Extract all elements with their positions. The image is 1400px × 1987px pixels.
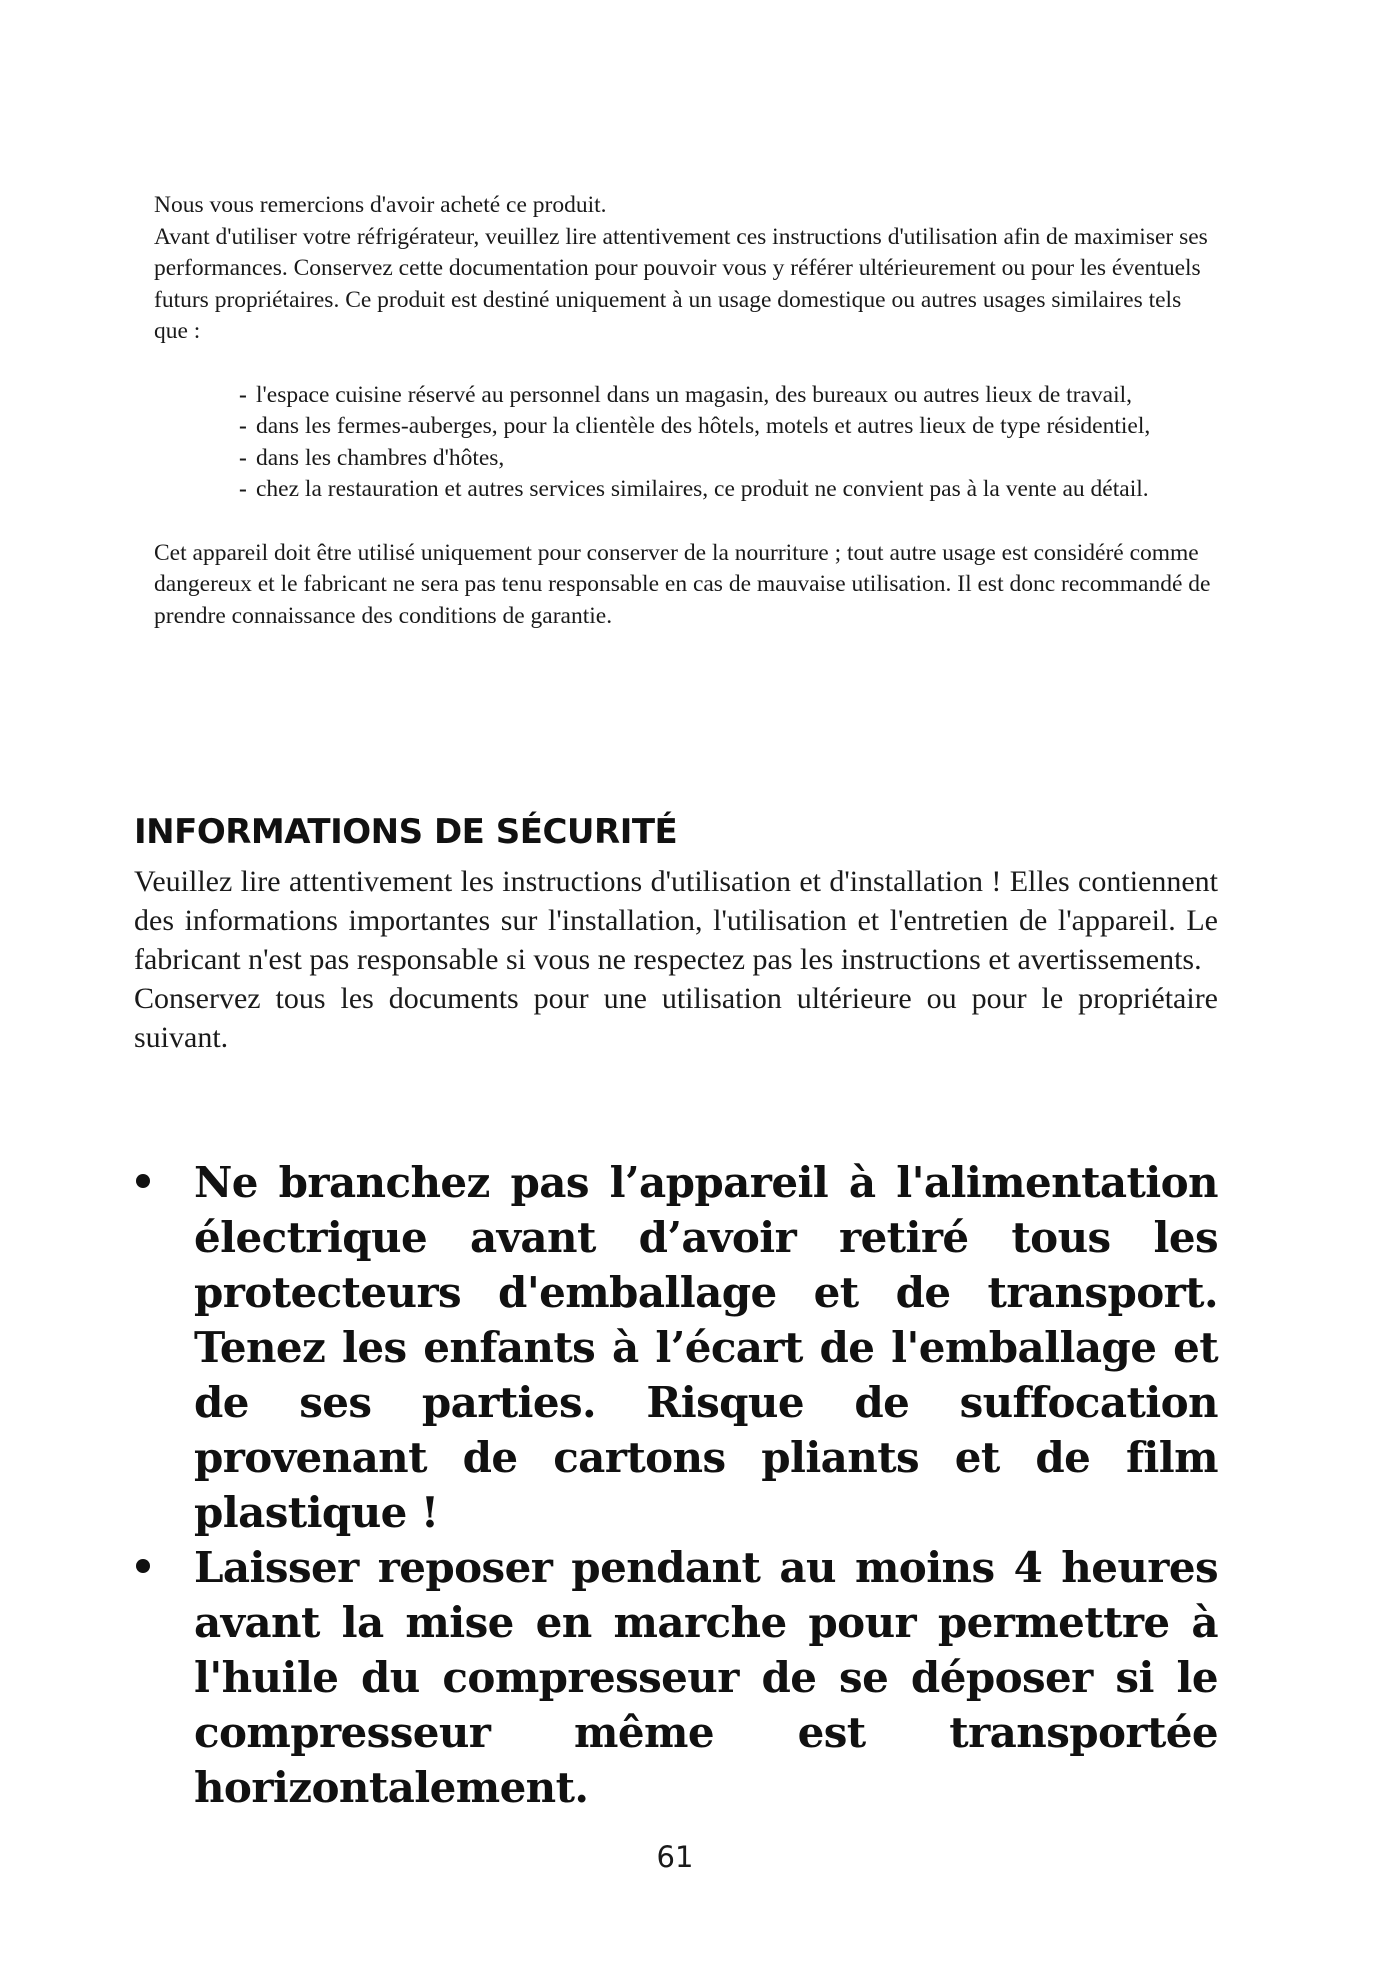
- safety-intro: [134, 862, 1218, 1057]
- intro-section: [154, 190, 1214, 632]
- bullet-icon: [136, 1559, 150, 1573]
- warning-list: [134, 1155, 1218, 1815]
- list-item: [239, 443, 1214, 475]
- dash-marker: -: [239, 476, 247, 502]
- safety-heading: INFORMATIONS DE SÉCURITÉ: [134, 812, 678, 852]
- warning-item: [134, 1540, 1218, 1815]
- usage-item-text: l'espace cuisine réservé au personnel dans un magasin, des bureaux ou autres lieux de travail,: [256, 381, 1133, 408]
- list-item: [239, 474, 1214, 506]
- warning-item: [134, 1155, 1218, 1540]
- intro-thanks: Nous vous remercions d'avoir acheté ce produit.: [154, 192, 607, 218]
- list-item: [239, 411, 1214, 443]
- warning-text: Ne branchez pas l’appareil à l'alimentation électrique avant d’avoir retiré tous les protecteurs d'emballage et de transport. Tenez les enfants à l’écart de l'emballage et de ses parties. Risque de suffocation provenant de cartons pliants et de film plastique !: [194, 1158, 1218, 1537]
- dash-marker: -: [239, 413, 247, 439]
- usage-item-text: chez la restauration et autres services similaires, ce produit ne convient pas à la vente au détail.: [256, 476, 1149, 502]
- dash-marker: -: [239, 444, 247, 471]
- usage-item-text: dans les fermes-auberges, pour la clientèle des hôtels, motels et autres lieux de type résidentiel,: [256, 413, 1151, 439]
- usage-list: [154, 380, 1214, 506]
- bullet-icon: [136, 1174, 150, 1188]
- safety-paragraph-2: Conservez tous les documents pour une utilisation ultérieure ou pour le propriétaire suivant.: [134, 982, 1218, 1054]
- page-number: 61: [656, 1840, 694, 1874]
- dash-marker: -: [239, 381, 247, 408]
- warning-text: Laisser reposer pendant au moins 4 heures avant la mise en marche pour permettre à l'huile du compresseur de se déposer si le compresseur même est transportée horizontalement.: [194, 1543, 1218, 1812]
- intro-paragraph: Avant d'utiliser votre réfrigérateur, veuillez lire attentivement ces instructions d'utilisation afin de maximiser ses performances. Conservez cette documentation pour pouvoir vous y référer ultérieurement ou pour les éventuels futurs propriétaires. Ce produit est destiné uniquement à un usage domestique ou autres usages similaires tels que :: [154, 223, 1208, 344]
- list-item: [239, 380, 1214, 412]
- usage-note: Cet appareil doit être utilisé uniquement pour conserver de la nourriture ; tout autre usage est considéré comme dangereux et le fabricant ne sera pas tenu responsable en cas de mauvaise utilisation. Il est donc recommandé de prendre connaissance des conditions de garantie.: [154, 539, 1211, 629]
- safety-paragraph-1: Veuillez lire attentivement les instructions d'utilisation et d'installation ! Elles contiennent des informations importantes sur l'installation, l'utilisation et l'entretien de l'appareil. Le fabricant n'est pas responsable si vous ne respectez pas les instructions et avertissements.: [134, 865, 1218, 976]
- usage-item-text: dans les chambres d'hôtes,: [256, 444, 505, 471]
